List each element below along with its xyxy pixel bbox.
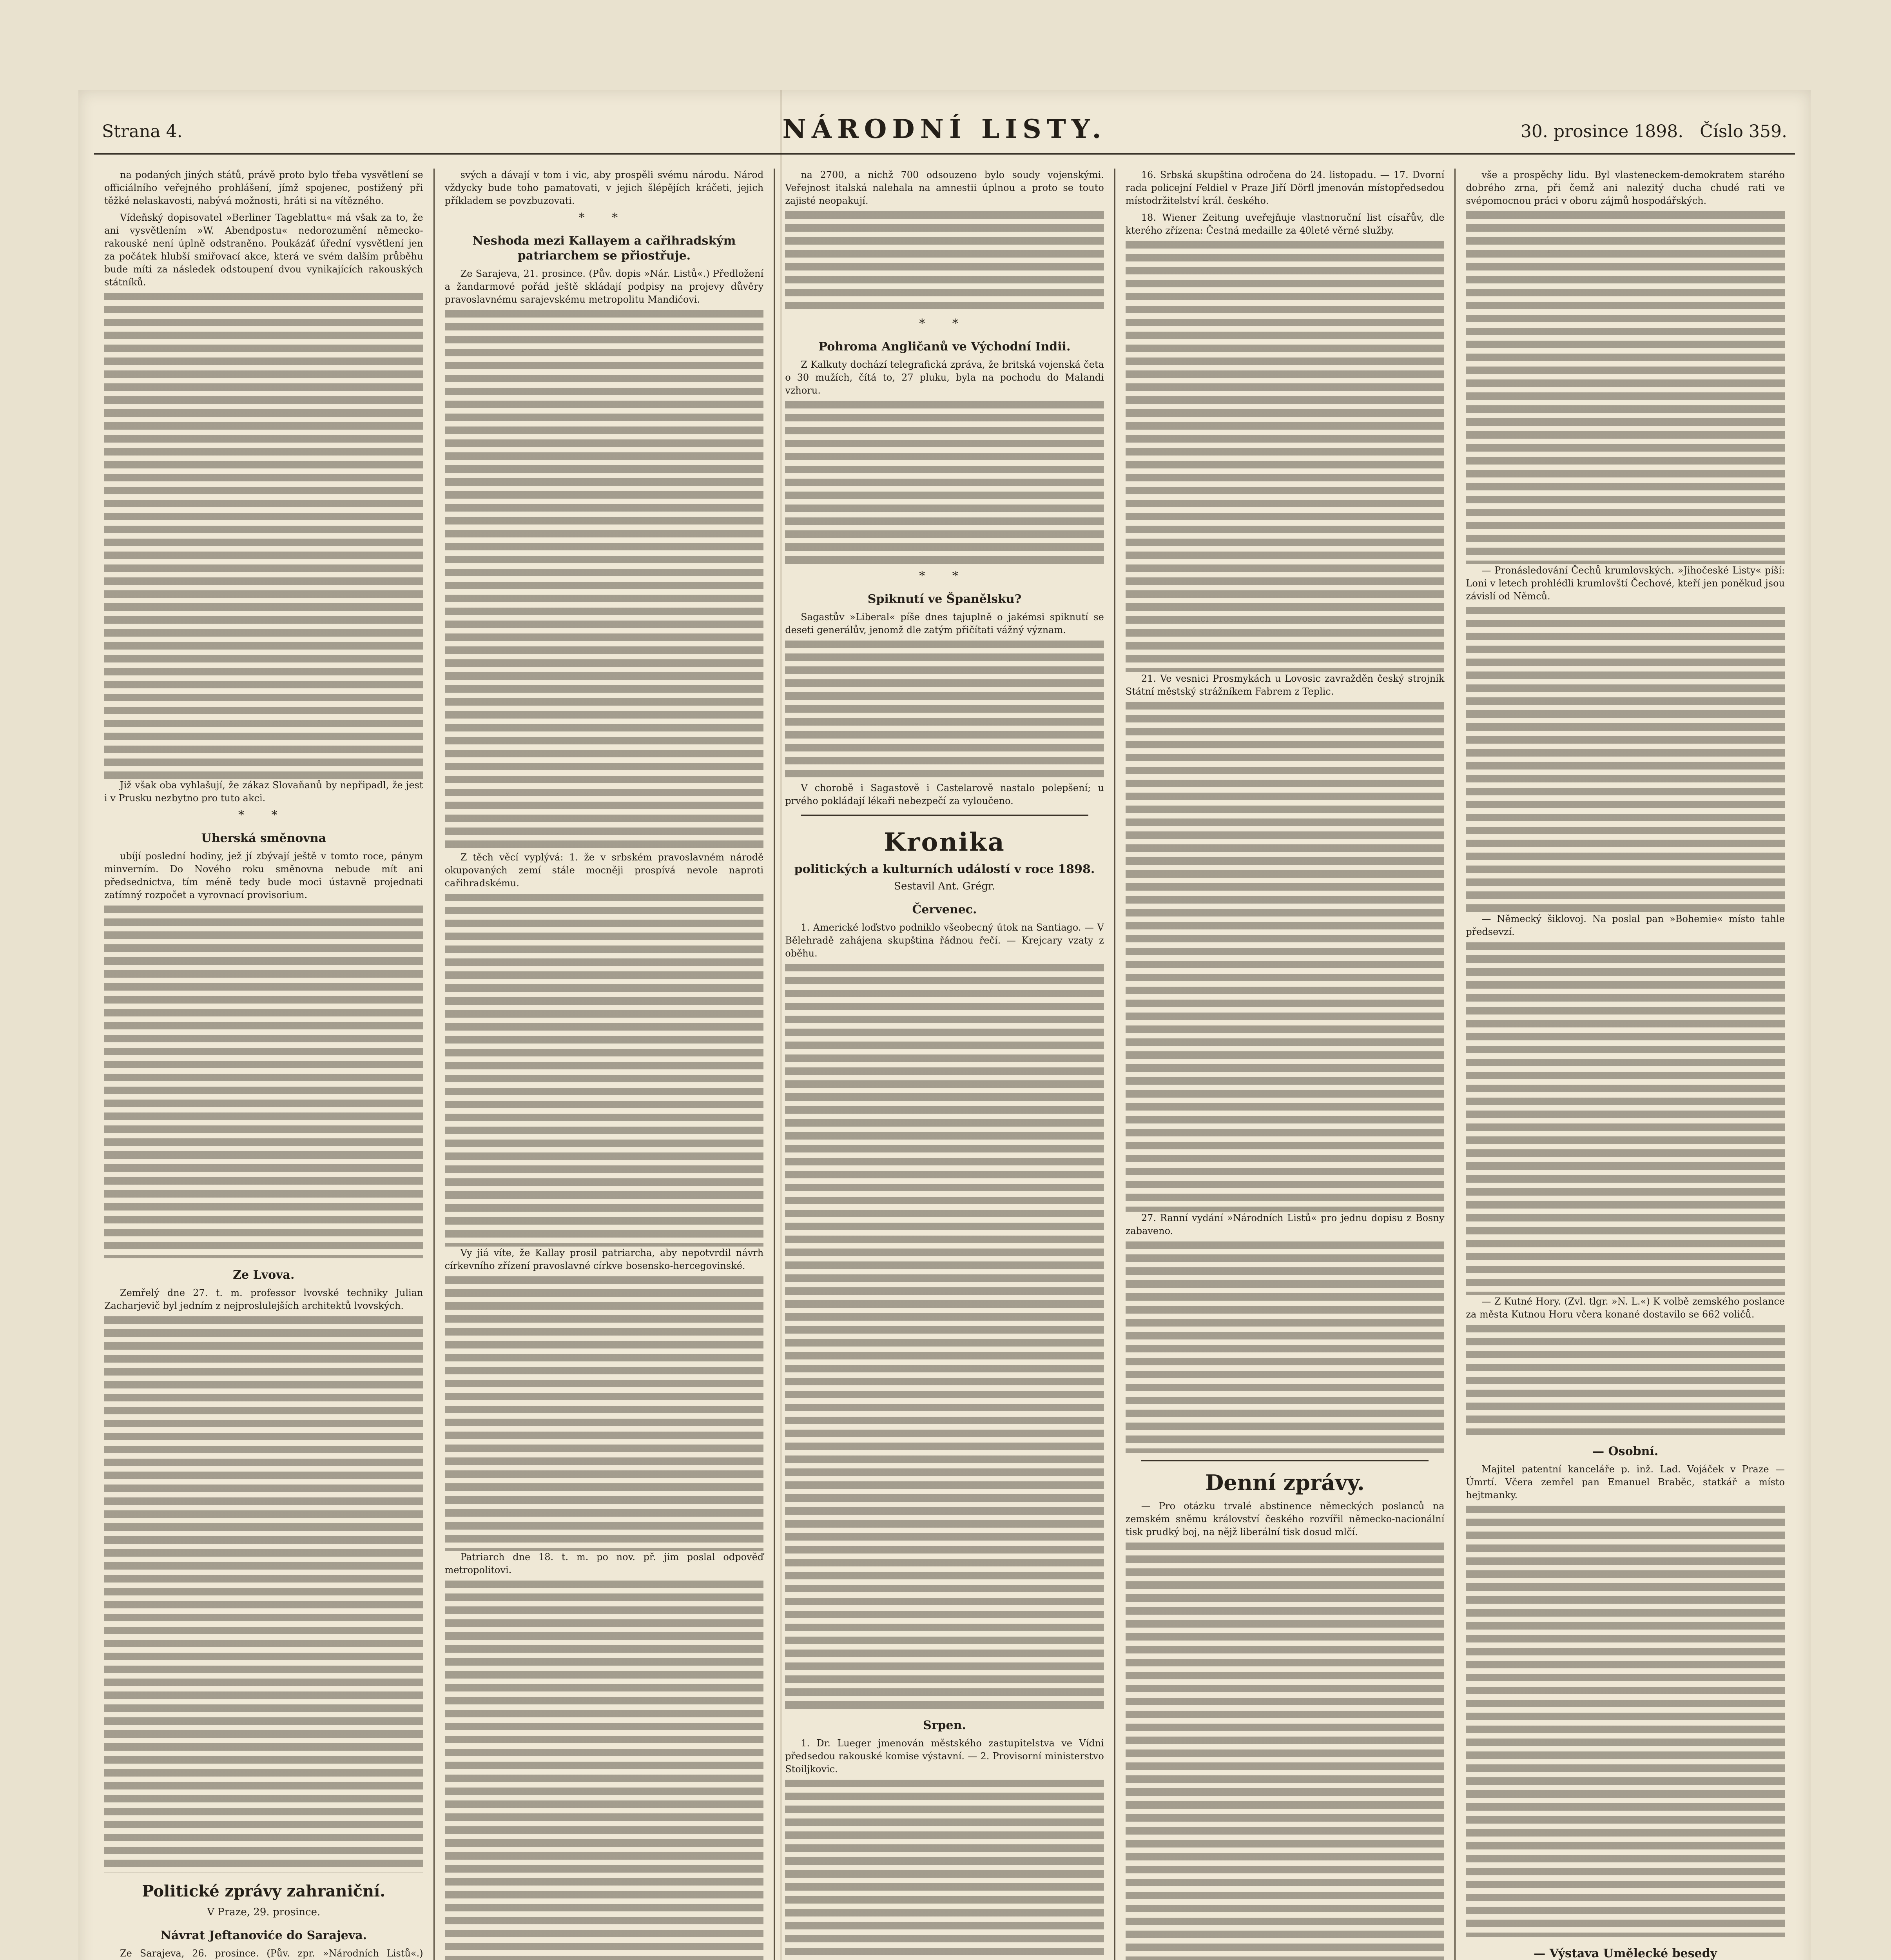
body-text-block [445, 1276, 764, 1551]
paragraph: Vídeňský dopisovatel »Berliner Tageblattu« má však za to, že ani vysvětlením »W. Abendpostu« nedorozumění německo-rakouské není úplně odstraněno. Poukázáť úřední vysvětlení jen za počátek hlubší smiřovací akce, která ve svém dalším průběhu bude míti za následek odstoupení dvou vynikajících rakouských státníků. [104, 212, 423, 288]
body-text-block [104, 906, 423, 1258]
paragraph: 1. Americké loďstvo podniklo všeobecný útok na Santiago. — V Bělehradě zahájena skupština řádnou řečí. — Krejcary vzaty z oběhu. [785, 922, 1104, 959]
article-title: — Výstava Umělecké besedy [1534, 1947, 1717, 1960]
body-text-block [1126, 1241, 1445, 1453]
body-text-block [1466, 607, 1785, 913]
column-4 [1115, 169, 1456, 1960]
section-separator: * * [238, 808, 289, 822]
page-number: Strana 4. [102, 122, 183, 142]
paragraph: — Pro otázku trvalé abstinence německých poslanců na zemském sněmu království českého rozvířil německo-nacionální tisk prudký boj, na nějž liberální tisk dosud mlčí. [1125, 1501, 1445, 1537]
masthead-bar [94, 110, 1795, 155]
issue-number: Číslo 359. [1700, 122, 1787, 142]
column-2 [435, 169, 775, 1960]
body-text-block [785, 1780, 1104, 1960]
paragraph: Sagastův »Liberal« píše dnes tajuplně o jakémsi spiknutí se deseti generálův, jenomž dle zatým přičítati vážný význam. [785, 612, 1104, 635]
section-heading: Denní zprávy. [1205, 1470, 1365, 1495]
kronika-subtitle: politických a kulturních událostí v roce 1898. [794, 862, 1095, 876]
dateline: V Praze, 29. prosince. [207, 1906, 321, 1918]
paragraph: Zemřelý dne 27. t. m. professor lvovské techniky Julian Zacharjevič byl jedním z nejproslulejších architektů lvovských. [104, 1287, 423, 1311]
paragraph: Z těch věcí vyplývá: 1. že v srbském pravoslavném národě okupovaných zemí stále mocněji prospívá nevole naproti cařihradskému. [444, 852, 764, 889]
issue-date: 30. prosince 1898. [1520, 122, 1684, 142]
kronika-author: Sestavil Ant. Grégr. [894, 880, 995, 892]
body-text-block [104, 1316, 423, 1873]
article-title: Pohroma Angličanů ve Východní Indii. [818, 340, 1071, 354]
paragraph: — Pronásledování Čechů krumlovských. »Jihočeské Listy« píší: Loni v letech prohlédli krumlovští Čechové, kteří jen poněkud jsou závislí od Němců. [1466, 565, 1785, 602]
body-text-block [1126, 1543, 1445, 1960]
section-separator: * * [919, 569, 970, 583]
column-1 [94, 169, 435, 1960]
body-text-block [785, 401, 1104, 566]
paragraph: svých a dávají v tom i vic, aby prospěli svému národu. Národ vždycky bude toho pamatovati, v jejich šlépějích kráčeti, jejich příkladem se povzbuzovati. [444, 169, 764, 206]
section-separator: * * [919, 317, 970, 330]
body-text-block [1466, 1325, 1785, 1435]
text-columns [94, 169, 1795, 1960]
body-text-block [785, 641, 1104, 782]
month-heading: Srpen. [923, 1719, 966, 1732]
paragraph: — Německý šiklovoj. Na poslal pan »Bohemie« místo tahle předsevzí. [1466, 913, 1785, 937]
column-5 [1456, 169, 1795, 1960]
body-text-block [1466, 942, 1785, 1295]
article-title: Neshoda mezi Kallayem a cařihradským patriarchem se přiostřuje. [472, 234, 736, 263]
kronika-heading: Kronika [884, 828, 1005, 857]
body-text-block [1466, 1506, 1785, 1937]
article-title: Uherská směnovna [201, 831, 326, 845]
newspaper-title: NÁRODNÍ LISTY. [782, 114, 1107, 144]
month-heading: Červenec. [912, 903, 977, 916]
section-heading: Politické zprávy zahraniční. [142, 1882, 386, 1900]
newspaper-page [78, 90, 1811, 1960]
paragraph: ubíjí poslední hodiny, jež jí zbývají ještě v tomto roce, pánym minverním. Do Nového roku směnovna nebude mít ani předsednictva, tím méně tedy bude moci ústavně projednati zatímný rozpočet a vyrovnací provisorium. [104, 851, 423, 900]
paragraph: 1. Dr. Lueger jmenován městského zastupitelstva ve Vídni předsedou rakouské komise výstavní. — 2. Provisorní ministerstvo Stoiljkovic. [785, 1738, 1104, 1775]
article-title: Návrat Jeftanoviće do Sarajeva. [160, 1929, 367, 1942]
paragraph: 21. Ve vesnici Prosmykách u Lovosic zavražděn český strojník Státní městský strážníkem Fabrem z Teplic. [1125, 673, 1445, 697]
article-title: Ze Lvova. [233, 1268, 295, 1282]
paragraph: Vy jiá víte, že Kallay prosil patriarcha, aby nepotvrdil návrh církevního zřízení pravoslavné církve bosensko-hercegovinské. [444, 1247, 764, 1271]
body-text-block [445, 1581, 764, 1960]
paragraph: Již však oba vyhlašují, že zákaz Slovaňanů by nepřipadl, že jest i v Prusku nezbytno pro tuto akci. [104, 780, 423, 804]
column-3 [775, 169, 1115, 1960]
paragraph: — Z Kutné Hory. (Zvl. tlgr. »N. L.«) K volbě zemského poslance za města Kutnou Horu včera konané dostavilo se 662 voličů. [1466, 1296, 1785, 1320]
paragraph: Z Kalkuty dochází telegrafická zpráva, že britská vojenská četa o 30 mužích, čítá to, 27 pluku, byla na pochodu do Malandi vzhoru. [785, 359, 1104, 396]
paragraph: V chorobě i Sagastově i Castelarově nastalo polepšení; u prvého pokládají lékaři nebezpečí za vyloučeno. [785, 782, 1104, 806]
paragraph: vše a prospěchy lidu. Byl vlasteneckem-demokratem starého dobrého zrna, při čemž ani nalezitý ducha chudé rati ve svépomocnou práci v oboru zájmů hospodářských. [1466, 169, 1785, 206]
body-text-block [1466, 211, 1785, 564]
article-title: — Osobní. [1592, 1445, 1659, 1458]
body-text-block [104, 293, 423, 779]
article-title: Spiknutí ve Španělsku? [867, 592, 1022, 606]
body-text-block [1126, 241, 1445, 672]
issue-info [1521, 122, 1787, 142]
paragraph: Ze Sarajeva, 26. prosince. (Pův. zpr. »Národních Listů«.) [120, 1948, 423, 1959]
body-text-block [445, 310, 764, 851]
divider-rule [1141, 1460, 1429, 1461]
section-separator: * * [578, 211, 630, 225]
paragraph: na 2700, a nichž 700 odsouzeno bylo soudy vojenskými. Veřejnost italská nalehala na amnestii úplnou a proto se touto zajisté neopakují. [785, 169, 1104, 206]
paragraph: 16. Srbská skupština odročena do 24. listopadu. — 17. Dvorní rada policejní Feldiel v Praze Jiří Dörfl jmenován místopředsedou místodržitelství král. českého. [1125, 169, 1445, 206]
paragraph: na podaných jiných států, právě proto bylo třeba vysvětlení se officiálního veřejného prohlášení, jímž spojenec, postižený při těžké nelaskavosti, nabývá možnosti, hráti si na vítězného. [104, 169, 423, 206]
divider-rule [801, 815, 1088, 816]
paragraph: Patriarch dne 18. t. m. po nov. př. jim poslal odpověď metropolitovi. [444, 1552, 764, 1575]
paragraph: 27. Ranní vydání »Národních Listů« pro jednu dopisu z Bosny zabaveno. [1125, 1212, 1445, 1236]
paragraph: Majitel patentní kanceláře p. inž. Lad. Vojáček v Praze — Úmrtí. Včera zemřel pan Emanuel Braběc, statkář a místo hejtmanky. [1466, 1464, 1785, 1501]
body-text-block [1126, 702, 1445, 1212]
body-text-block [785, 964, 1104, 1709]
paragraph: 18. Wiener Zeitung uveřejňuje vlastnoruční list císařův, dle kterého zřízena: Čestná medaille za 40leté věrné služby. [1125, 212, 1445, 236]
paragraph: Ze Sarajeva, 21. prosince. (Pův. dopis »Nár. Listů«.) Předložení a žandarmové pořád ještě skládají podpisy na projevy důvěry pravoslavnému sarajevskému metropolitu Mandićovi. [444, 268, 764, 305]
body-text-block [785, 211, 1104, 313]
body-text-block [445, 894, 764, 1247]
